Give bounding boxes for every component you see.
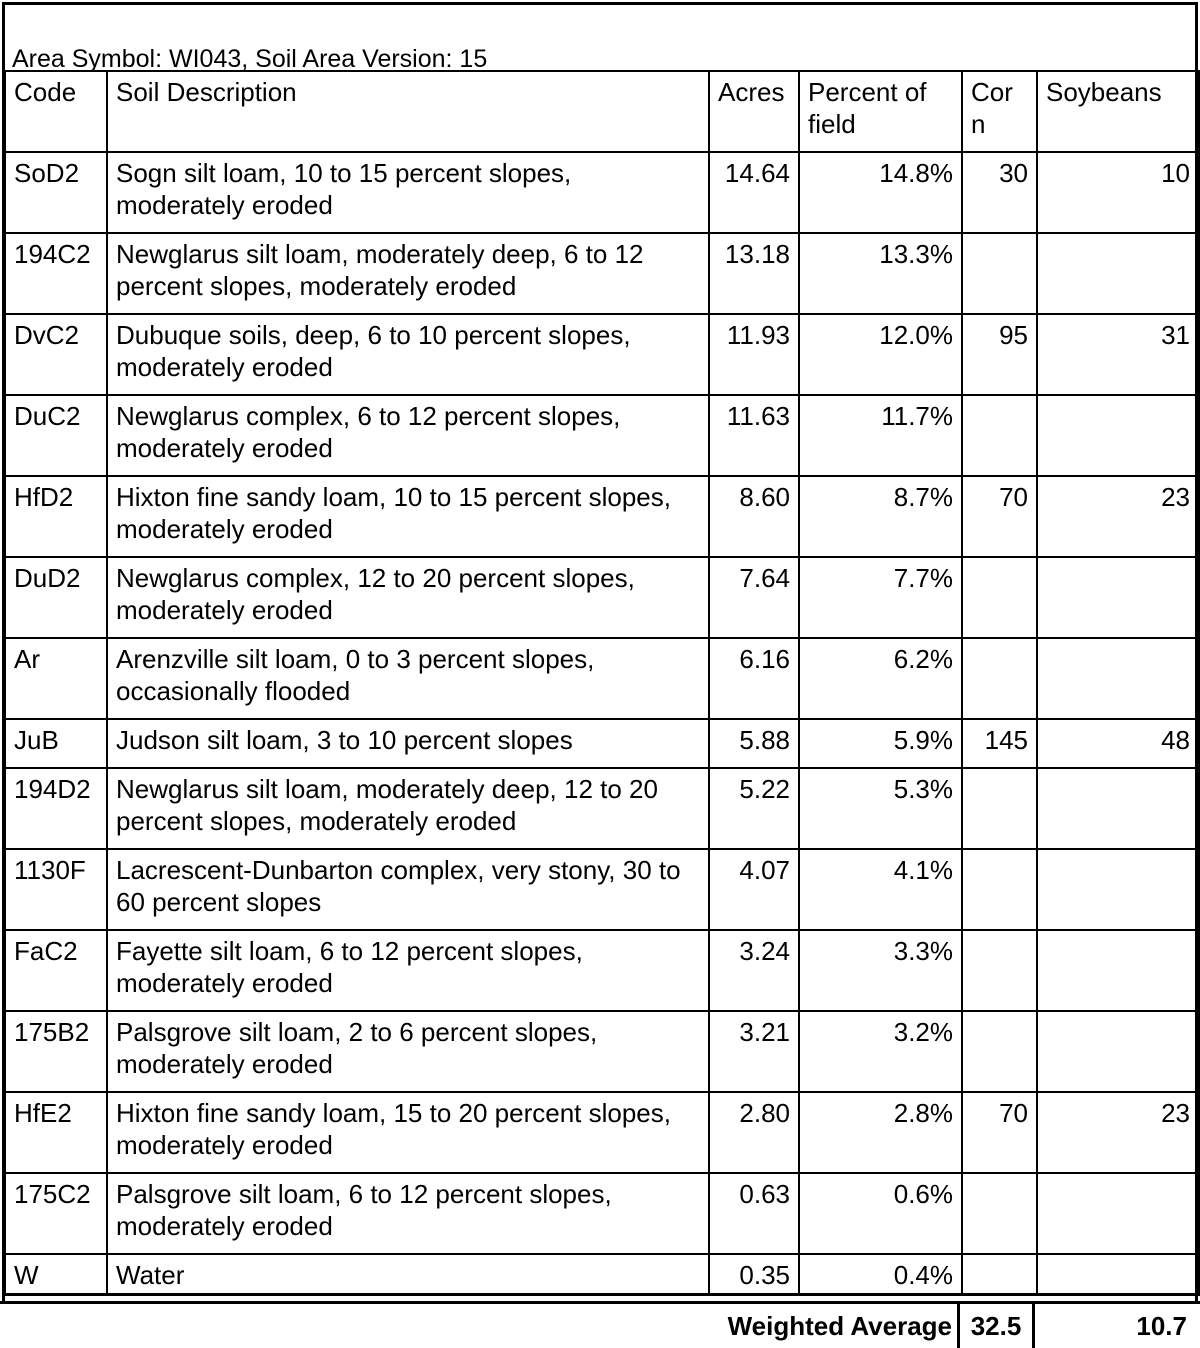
column-header-description: Soil Description (107, 71, 709, 152)
table-row (5, 233, 1199, 314)
table-row (5, 768, 1199, 849)
cell-soybeans: 23 (1037, 1092, 1199, 1173)
cell-soybeans (1037, 557, 1199, 638)
cell-percent: 7.7% (799, 557, 962, 638)
table-row (5, 849, 1199, 930)
cell-code: SoD2 (5, 152, 107, 233)
cell-soybeans (1037, 768, 1199, 849)
cell-percent: 4.1% (799, 849, 962, 930)
cell-soybeans (1037, 849, 1199, 930)
cell-description: Newglarus complex, 6 to 12 percent slopes, moderately eroded (107, 395, 709, 476)
table-row (5, 930, 1199, 1011)
cell-acres: 8.60 (709, 476, 799, 557)
table-row (5, 1254, 1199, 1295)
soil-table (4, 70, 1200, 1296)
cell-corn (962, 638, 1037, 719)
cell-percent: 3.2% (799, 1011, 962, 1092)
cell-corn (962, 849, 1037, 930)
cell-percent: 12.0% (799, 314, 962, 395)
cell-acres: 14.64 (709, 152, 799, 233)
cell-acres: 0.35 (709, 1254, 799, 1295)
table-header-row (5, 71, 1199, 152)
cell-soybeans (1037, 638, 1199, 719)
cell-acres: 11.63 (709, 395, 799, 476)
cell-soybeans (1037, 395, 1199, 476)
cell-soybeans (1037, 930, 1199, 1011)
cell-soybeans (1037, 1173, 1199, 1254)
cell-percent: 3.3% (799, 930, 962, 1011)
cell-acres: 5.88 (709, 719, 799, 768)
cell-code: 175B2 (5, 1011, 107, 1092)
cell-acres: 4.07 (709, 849, 799, 930)
cell-corn (962, 1254, 1037, 1295)
cell-percent: 5.9% (799, 719, 962, 768)
table-row (5, 1092, 1199, 1173)
cell-code: 194C2 (5, 233, 107, 314)
table-row (5, 1011, 1199, 1092)
weighted-average-soybeans: 10.7 (1136, 1311, 1187, 1341)
cell-code: FaC2 (5, 930, 107, 1011)
cell-description: Palsgrove silt loam, 2 to 6 percent slopes, moderately eroded (107, 1011, 709, 1092)
cell-percent: 11.7% (799, 395, 962, 476)
cell-description: Newglarus complex, 12 to 20 percent slopes, moderately eroded (107, 557, 709, 638)
area-symbol-title: Area Symbol: WI043, Soil Area Version: 15 (12, 45, 488, 73)
cell-corn (962, 1011, 1037, 1092)
cell-description: Lacrescent-Dunbarton complex, very stony, 30 to 60 percent slopes (107, 849, 709, 930)
table-row (5, 152, 1199, 233)
cell-description: Judson silt loam, 3 to 10 percent slopes (107, 719, 709, 768)
cell-acres: 13.18 (709, 233, 799, 314)
table-row (5, 395, 1199, 476)
cell-code: HfD2 (5, 476, 107, 557)
table-row (5, 314, 1199, 395)
footer-divider (957, 1304, 960, 1348)
cell-corn: 70 (962, 476, 1037, 557)
cell-corn (962, 930, 1037, 1011)
cell-percent: 14.8% (799, 152, 962, 233)
soil-table-body (5, 152, 1199, 1295)
cell-description: Newglarus silt loam, moderately deep, 12 to 20 percent slopes, moderately eroded (107, 768, 709, 849)
cell-code: HfE2 (5, 1092, 107, 1173)
cell-code: DuC2 (5, 395, 107, 476)
cell-percent: 6.2% (799, 638, 962, 719)
cell-description: Hixton fine sandy loam, 15 to 20 percent slopes, moderately eroded (107, 1092, 709, 1173)
cell-description: Fayette silt loam, 6 to 12 percent slopes, moderately eroded (107, 930, 709, 1011)
cell-acres: 0.63 (709, 1173, 799, 1254)
cell-soybeans: 31 (1037, 314, 1199, 395)
cell-percent: 5.3% (799, 768, 962, 849)
cell-acres: 3.21 (709, 1011, 799, 1092)
cell-soybeans (1037, 1254, 1199, 1295)
cell-description: Water (107, 1254, 709, 1295)
cell-soybeans (1037, 1011, 1199, 1092)
weighted-average-row (0, 1301, 1200, 1348)
cell-acres: 3.24 (709, 930, 799, 1011)
cell-corn (962, 233, 1037, 314)
cell-corn (962, 557, 1037, 638)
cell-percent: 0.6% (799, 1173, 962, 1254)
cell-percent: 2.8% (799, 1092, 962, 1173)
cell-soybeans: 48 (1037, 719, 1199, 768)
cell-code: W (5, 1254, 107, 1295)
table-row (5, 638, 1199, 719)
cell-code: Ar (5, 638, 107, 719)
cell-corn: 30 (962, 152, 1037, 233)
cell-acres: 7.64 (709, 557, 799, 638)
column-header-soybeans: Soybeans (1037, 71, 1199, 152)
cell-soybeans: 23 (1037, 476, 1199, 557)
cell-description: Dubuque soils, deep, 6 to 10 percent slopes, moderately eroded (107, 314, 709, 395)
cell-code: DvC2 (5, 314, 107, 395)
footer-divider (1032, 1304, 1035, 1348)
weighted-average-label: Weighted Average (727, 1311, 952, 1341)
cell-code: DuD2 (5, 557, 107, 638)
cell-soybeans (1037, 233, 1199, 314)
cell-description: Arenzville silt loam, 0 to 3 percent slopes, occasionally flooded (107, 638, 709, 719)
cell-corn (962, 395, 1037, 476)
cell-percent: 8.7% (799, 476, 962, 557)
cell-code: JuB (5, 719, 107, 768)
cell-corn (962, 1173, 1037, 1254)
cell-acres: 6.16 (709, 638, 799, 719)
cell-acres: 5.22 (709, 768, 799, 849)
cell-corn: 70 (962, 1092, 1037, 1173)
cell-code: 194D2 (5, 768, 107, 849)
column-header-percent: Percent of field (799, 71, 962, 152)
column-header-acres: Acres (709, 71, 799, 152)
cell-soybeans: 10 (1037, 152, 1199, 233)
weighted-average-corn: 32.5 (970, 1311, 1022, 1341)
cell-description: Hixton fine sandy loam, 10 to 15 percent slopes, moderately eroded (107, 476, 709, 557)
cell-percent: 13.3% (799, 233, 962, 314)
column-header-corn: Cor n (962, 71, 1037, 152)
table-row (5, 1173, 1199, 1254)
cell-code: 175C2 (5, 1173, 107, 1254)
cell-acres: 2.80 (709, 1092, 799, 1173)
cell-description: Sogn silt loam, 10 to 15 percent slopes, moderately eroded (107, 152, 709, 233)
cell-description: Palsgrove silt loam, 6 to 12 percent slopes, moderately eroded (107, 1173, 709, 1254)
cell-corn: 145 (962, 719, 1037, 768)
table-row (5, 476, 1199, 557)
cell-code: 1130F (5, 849, 107, 930)
cell-corn (962, 768, 1037, 849)
column-header-code: Code (5, 71, 107, 152)
cell-percent: 0.4% (799, 1254, 962, 1295)
cell-acres: 11.93 (709, 314, 799, 395)
table-row (5, 719, 1199, 768)
cell-description: Newglarus silt loam, moderately deep, 6 to 12 percent slopes, moderately eroded (107, 233, 709, 314)
table-row (5, 557, 1199, 638)
cell-corn: 95 (962, 314, 1037, 395)
